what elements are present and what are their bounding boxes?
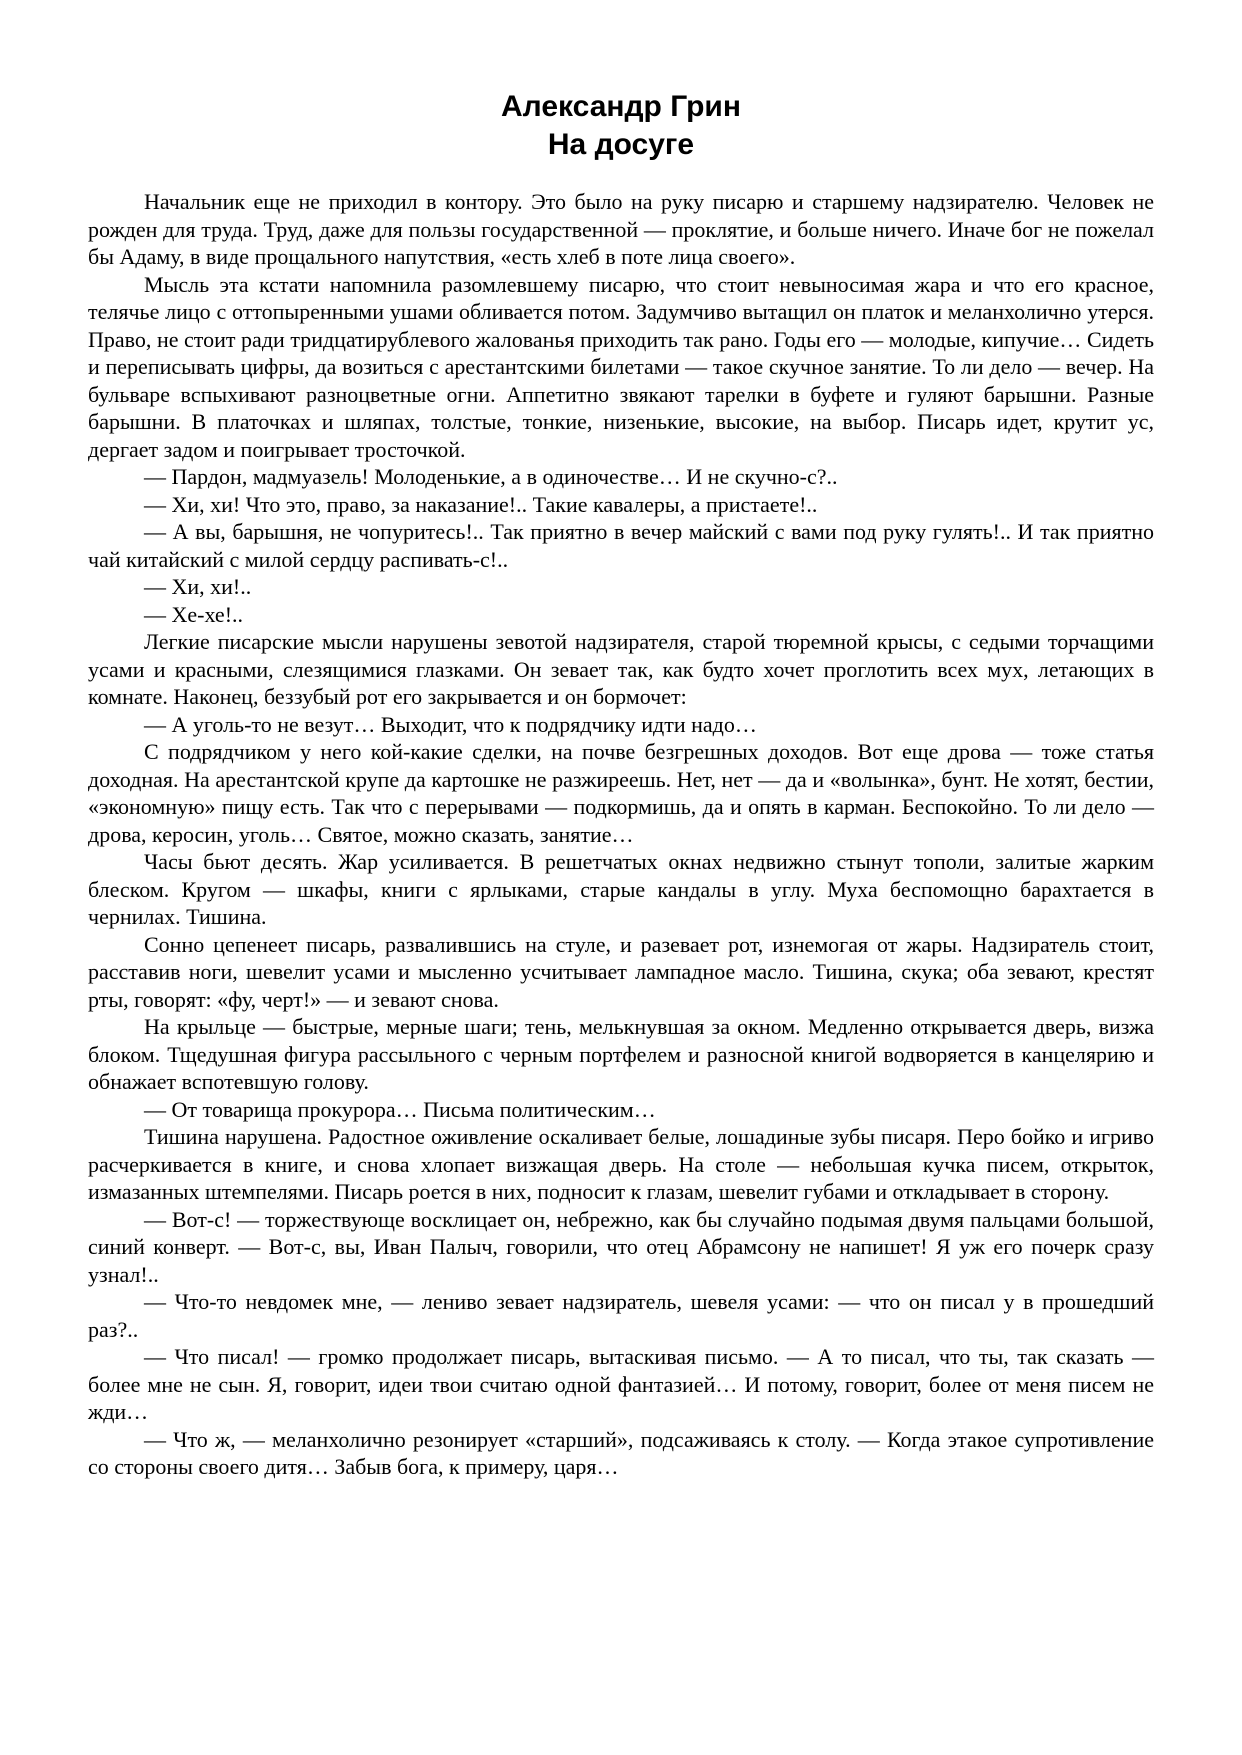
paragraph: Начальник еще не приходил в контору. Это было на руку писарю и старшему надзирателю. Человек не рожден для труда. Труд, даже для пользы государственной — проклятие, и больше ничего. Иначе бог не пожелал бы Адаму, в виде прощального напутствия, «есть хлеб в поте лица своего».	[88, 189, 1154, 269]
paragraph: Мысль эта кстати напомнила разомлевшему писарю, что стоит невыносимая жара и что его красное, телячье лицо с оттопыренными ушами обливается потом. Задумчиво вытащил он платок и меланхолично утерся. Право, не стоит ради тридцатирублевого жалованья приходить так рано. Годы его — молодые, кипучие… Сидеть и переписывать цифры, да возиться с арестантскими билетами — такое скучное занятие. То ли дело — вечер. На бульваре вспыхивают разноцветные огни. Аппетитно звякают тарелки в буфете и гуляют барышни. Разные барышни. В платочках и шляпах, толстые, тонкие, низенькие, высокие, на выбор. Писарь идет, крутит ус, дергает задом и поигрывает тросточкой.	[88, 271, 1154, 462]
title-block	[88, 88, 1154, 164]
paragraph: Часы бьют десять. Жар усиливается. В решетчатых окнах недвижно стынут тополи, залитые жарким блеском. Кругом — шкафы, книги с ярлыками, старые кандалы в углу. Муха беспомощно барахтается в чернилах. Тишина.	[88, 849, 1154, 929]
document-page	[88, 88, 1154, 1481]
paragraph: С подрядчиком у него кой-какие сделки, на почве безгрешных доходов. Вот еще дрова — тоже статья доходная. На арестантской крупе да картошке не разжиреешь. Нет, нет — да и «волынка», бунт. Не хотят, бестии, «экономную» пищу есть. Так что с перерывами — подкормишь, да и опять в карман. Беспокойно. То ли дело — дрова, керосин, уголь… Святое, можно сказать, занятие…	[88, 739, 1154, 847]
paragraph: — А вы, барышня, не чопуритесь!.. Так приятно в вечер майский с вами под руку гулять!.. И так приятно чай китайский с милой сердцу распивать-с!..	[88, 519, 1154, 572]
paragraph: — Хи, хи! Что это, право, за наказание!.. Такие кавалеры, а пристаете!..	[144, 491, 818, 517]
paragraph: — От товарища прокурора… Письма политическим…	[144, 1096, 656, 1122]
paragraph: — А уголь-то не везут… Выходит, что к подрядчику идти надо…	[144, 711, 757, 737]
paragraph: Легкие писарские мысли нарушены зевотой надзирателя, старой тюремной крысы, с седыми торчащими усами и красными, слезящимися глазками. Он зевает так, как будто хочет проглотить всех мух, летающих в комнате. Наконец, беззубый рот его закрывается и он бормочет:	[88, 629, 1154, 709]
paragraph: — Что-то невдомек мне, — лениво зевает надзиратель, шевеля усами: — что он писал у в прошедший раз?..	[88, 1289, 1154, 1342]
paragraph: — Что писал! — громко продолжает писарь, вытаскивая письмо. — А то писал, что ты, так сказать — более мне не сын. Я, говорит, идеи твои считаю одной фантазией… И потому, говорит, более от меня писем не жди…	[88, 1344, 1154, 1424]
paragraph: — Что ж, — меланхолично резонирует «старший», подсаживаясь к столу. — Когда этакое супротивление со стороны своего дитя… Забыв бога, к примеру, царя…	[88, 1426, 1154, 1479]
story-text	[88, 188, 1154, 1481]
paragraph: — Хе-хе!..	[144, 601, 244, 627]
author-name: Александр Грин	[501, 90, 741, 123]
paragraph: Тишина нарушена. Радостное оживление оскаливает белые, лошадиные зубы писаря. Перо бойко и игриво расчеркивается в книге, и снова хлопает визжащая дверь. На столе — небольшая кучка писем, открыток, измазанных штемпелями. Писарь роется в них, подносит к глазам, шевелит губами и откладывает в сторону.	[88, 1124, 1154, 1204]
story-title: На досуге	[547, 128, 695, 161]
paragraph: — Пардон, мадмуазель! Молоденькие, а в одиночестве… И не скучно-с?..	[144, 464, 838, 489]
paragraph: — Хи, хи!..	[144, 574, 252, 599]
paragraph: На крыльце — быстрые, мерные шаги; тень, мелькнувшая за окном. Медленно открывается дверь, визжа блоком. Тщедушная фигура рассыльного с черным портфелем и разносной книгой водворяется в канцелярию и обнажает вспотевшую голову.	[88, 1014, 1154, 1094]
paragraph: — Вот-с! — торжествующе восклицает он, небрежно, как бы случайно подымая двумя пальцами большой, синий конверт. — Вот-с, вы, Иван Палыч, говорили, что отец Абрамсону не напишет! Я уж его почерк сразу узнал!..	[88, 1206, 1154, 1287]
paragraph: Сонно цепенеет писарь, развалившись на стуле, и разевает рот, изнемогая от жары. Надзиратель стоит, расставив ноги, шевелит усами и мысленно усчитывает лампадное масло. Тишина, скука; оба зевают, крестят рты, говорят: «фу, черт!» — и зевают снова.	[88, 931, 1154, 1012]
